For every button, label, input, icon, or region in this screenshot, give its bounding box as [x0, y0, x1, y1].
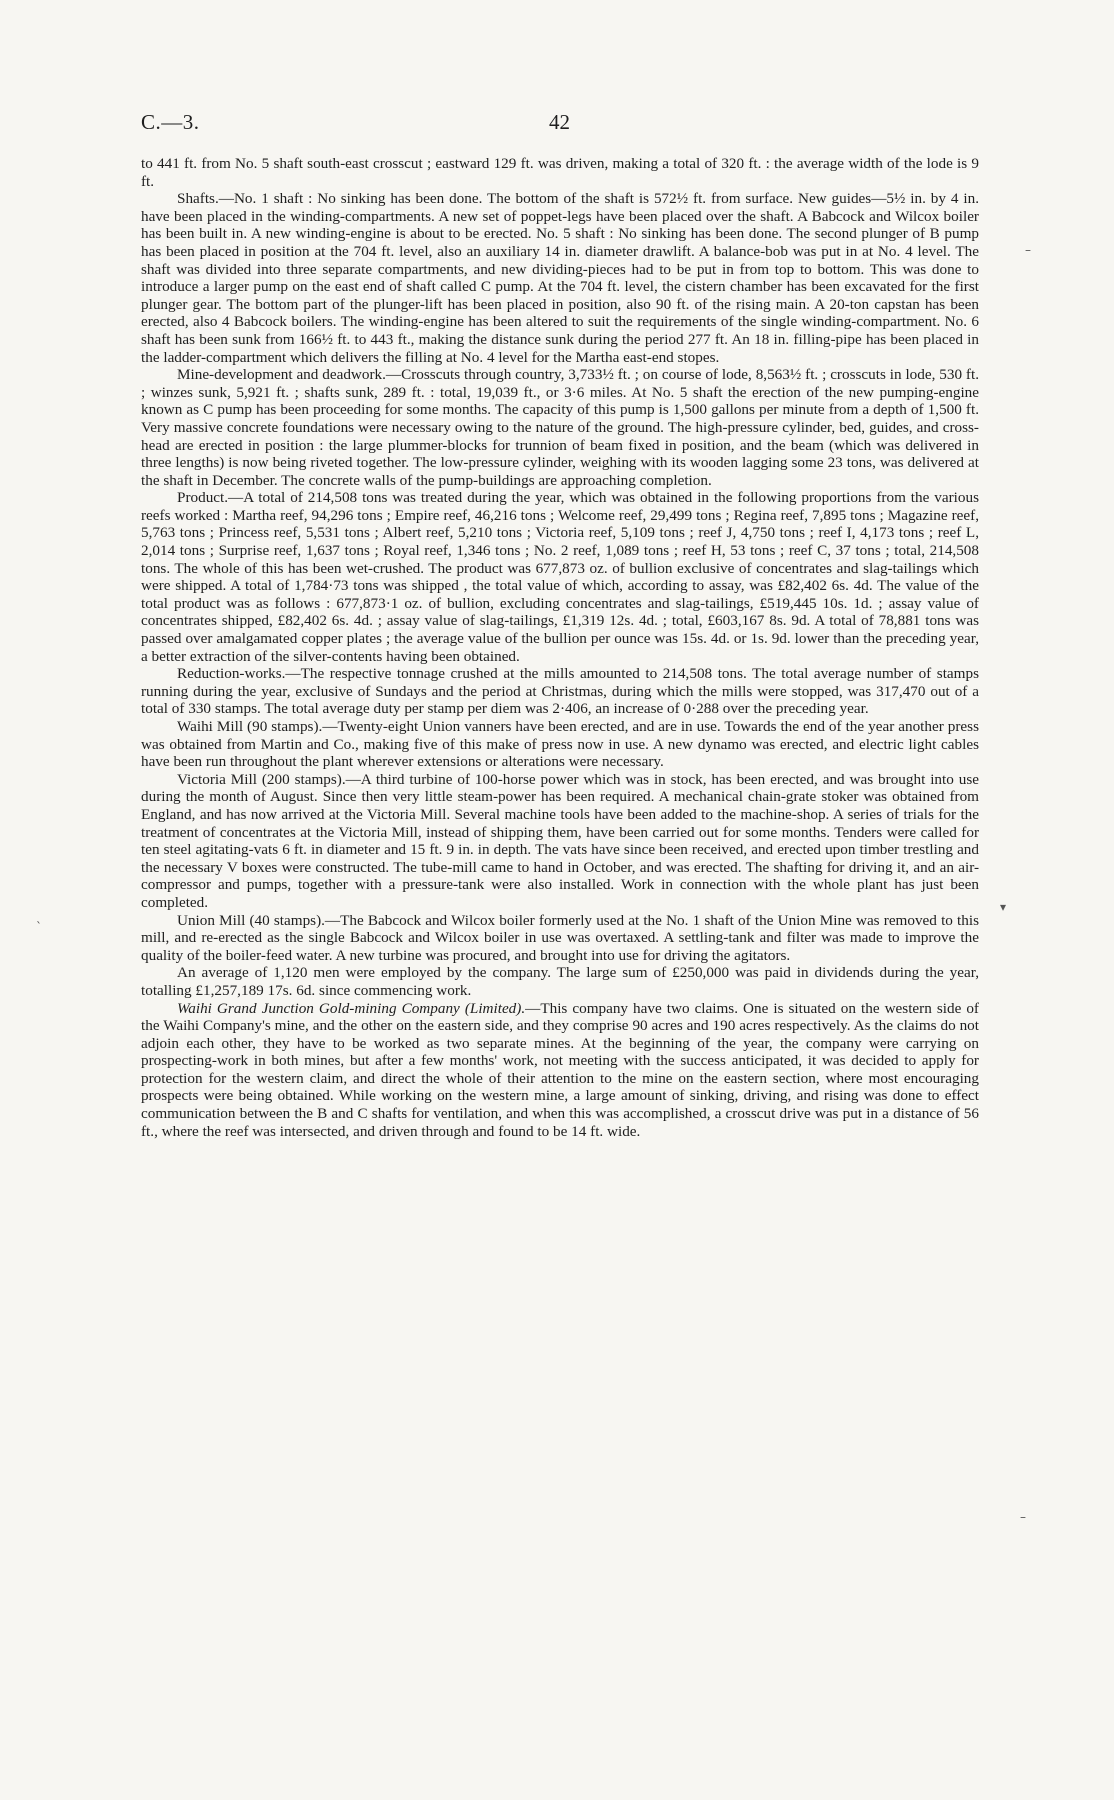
document-page	[141, 0, 979, 1800]
paragraph-waihi-grand-junction	[141, 1000, 979, 1141]
margin-arrow-mark: ▾	[1000, 900, 1007, 914]
paragraph-waihi-mill: Waihi Mill (90 stamps).—Twenty-eight Union vanners have been erected, and are in use. Towards the end of the year another press was obtained from Martin and Co., making five of this make of press now in use. A new dynamo was erected, and electric light cables have been run throughout the plant wherever extensions or alterations were necessary.	[141, 718, 979, 771]
paragraph-lode-continuation: to 441 ft. from No. 5 shaft south-east crosscut ; eastward 129 ft. was driven, making a total of 320 ft. : the average width of the lode is 9 ft.	[141, 155, 979, 190]
paragraph-mine-development: Mine-development and deadwork.—Crosscuts through country, 3,733½ ft. ; on course of lode, 8,563½ ft. ; crosscuts in lode, 530 ft. ; winzes sunk, 5,921 ft. ; shafts sunk, 289 ft. : total, 19,039 ft., or 3·6 miles. At No. 5 shaft the erection of the new pumping-engine known as C pump has been proceeding for some months. The capacity of this pump is 1,500 gallons per minute from a depth of 1,500 ft. Very massive concrete foundations were necessary owing to the nature of the ground. The high-pressure cylinder, bed, guides, and cross-head are erected in position : the large plummer-blocks for trunnion of beam fixed in position, and the beam (which was delivered in three lengths) is now being riveted together. The low-pressure cylinder, weighing with its wooden lagging some 23 tons, was delivered at the shaft in December. The concrete walls of the pump-buildings are approaching completion.	[141, 366, 979, 489]
company-description: —This company have two claims. One is situated on the western side of the Waihi Company's mine, and the other on the eastern side, and they comprise 90 acres and 190 acres respectively. As the claims do not adjoin each other, they have to be worked as two separate mines. At the beginning of the year, the company were carrying on prospecting-work in both mines, but after a few months' work, not meeting with the success anticipated, it was decided to apply for protection for the western claim, and direct the whole of their attention to the mine on the eastern section, where most encouraging prospects were being obtained. While working on the western mine, a large amount of sinking, driving, and rising was done to effect communication between the B and C shafts for ventilation, and when this was accomplished, a crosscut drive was put in a distance of 56 ft., where the reef was intersected, and driven through and found to be 14 ft. wide.	[141, 999, 979, 1140]
company-name: Waihi Grand Junction Gold-mining Company (Limited).	[177, 999, 526, 1017]
paragraph-product: Product.—A total of 214,508 tons was treated during the year, which was obtained in the following proportions from the various reefs worked : Martha reef, 94,296 tons ; Empire reef, 46,216 tons ; Welcome reef, 29,499 tons ; Regina reef, 7,895 tons ; Magazine reef, 5,763 tons ; Princess reef, 5,531 tons ; Albert reef, 5,210 tons ; Victoria reef, 5,109 tons ; reef J, 4,750 tons ; reef I, 4,173 tons ; reef L, 2,014 tons ; Surprise reef, 1,637 tons ; Royal reef, 1,346 tons ; No. 2 reef, 1,089 tons ; reef H, 53 tons ; reef C, 37 tons ; total, 214,508 tons. The whole of this has been wet-crushed. The product was 677,873 oz. of bullion exclusive of concentrates and slag-tailings which were shipped. A total of 1,784·73 tons was shipped , the total value of which, according to assay, was £82,402 6s. 4d. The value of the total product was as follows : 677,873·1 oz. of bullion, excluding concentrates and slag-tailings, £519,445 10s. 1d. ; assay value of concentrates shipped, £82,402 6s. 4d. ; assay value of slag-tailings, £1,319 12s. 4d. ; total, £603,167 8s. 9d. A total of 78,881 tons was passed over amalgamated copper plates ; the average value of the bullion per ounce was 15s. 4d. or 1s. 9d. lower than the preceding year, a better extraction of the silver-contents having been obtained.	[141, 489, 979, 665]
margin-dash-mark-lower: –	[1020, 1510, 1026, 1524]
document-code: C.—3.	[141, 110, 200, 134]
paragraph-shafts: Shafts.—No. 1 shaft : No sinking has been done. The bottom of the shaft is 572½ ft. from surface. New guides—5½ in. by 4 in. have been placed in the winding-compartments. A new set of poppet-legs have been placed over the shaft. A Babcock and Wilcox boiler has been built in. A new winding-engine is about to be erected. No. 5 shaft : No sinking has been done. The second plunger of B pump has been placed in position at the 704 ft. level, also an auxiliary 14 in. diameter drawlift. A balance-bob was put in at No. 4 level. The shaft was divided into three separate compartments, and new dividing-pieces had to be put in from top to bottom. This was done to introduce a larger pump on the east end of shaft called C pump. At the 704 ft. level, the cistern chamber has been excavated for the first plunger gear. The bottom part of the plunger-lift has been placed in position, also 90 ft. of the rising main. A 20-ton capstan has been erected, also 4 Babcock boilers. The winding-engine has been altered to suit the requirements of the single winding-compartment. No. 6 shaft has been sunk from 166½ ft. to 443 ft., making the distance sunk during the period 277 ft. An 18 in. filling-pipe has been placed in the ladder-compartment which delivers the filling at No. 4 level for the Martha east-end stopes.	[141, 190, 979, 366]
paragraph-employment-dividends: An average of 1,120 men were employed by the company. The large sum of £250,000 was paid in dividends during the year, totalling £1,257,189 17s. 6d. since commencing work.	[141, 964, 979, 999]
page-header	[141, 110, 979, 140]
paragraph-victoria-mill: Victoria Mill (200 stamps).—A third turbine of 100-horse power which was in stock, has been erected, and was brought into use during the month of August. Since then very little steam-power has been required. A mechanical chain-grate stoker was obtained from England, and has now arrived at the Victoria Mill. Several machine tools have been added to the machine-shop. A series of trials for the treatment of concentrates at the Victoria Mill, instead of shipping them, have been carried out for some months. Tenders were called for ten steel agitating-vats 6 ft. in diameter and 15 ft. 9 in. in depth. The vats have since been received, and erected upon timber trestling and the necessary V boxes were constructed. The tube-mill came to hand in October, and was erected. The shafting for driving it, and an air-compressor and pumps, together with a pressure-tank were also installed. Work in connection with the whole plant has just been completed.	[141, 770, 979, 911]
body-text	[141, 155, 979, 1140]
paragraph-union-mill: Union Mill (40 stamps).—The Babcock and Wilcox boiler formerly used at the No. 1 shaft of the Union Mine was removed to this mill, and re-erected as the single Babcock and Wilcox boiler in use was overtaxed. A settling-tank and filter was made to improve the quality of the boiler-feed water. A new turbine was procured, and brought into use for driving the agitators.	[141, 911, 979, 964]
margin-dash-mark: –	[1025, 243, 1031, 257]
margin-tick-mark: ˋ	[36, 920, 42, 934]
page-number: 42	[549, 110, 570, 134]
paragraph-reduction-works: Reduction-works.—The respective tonnage crushed at the mills amounted to 214,508 tons. The total average number of stamps running during the year, exclusive of Sundays and the period at Christmas, during which the mills were stopped, was 317,470 out of a total of 330 stamps. The total average duty per stamp per diem was 2·406, an increase of 0·288 over the preceding year.	[141, 665, 979, 718]
